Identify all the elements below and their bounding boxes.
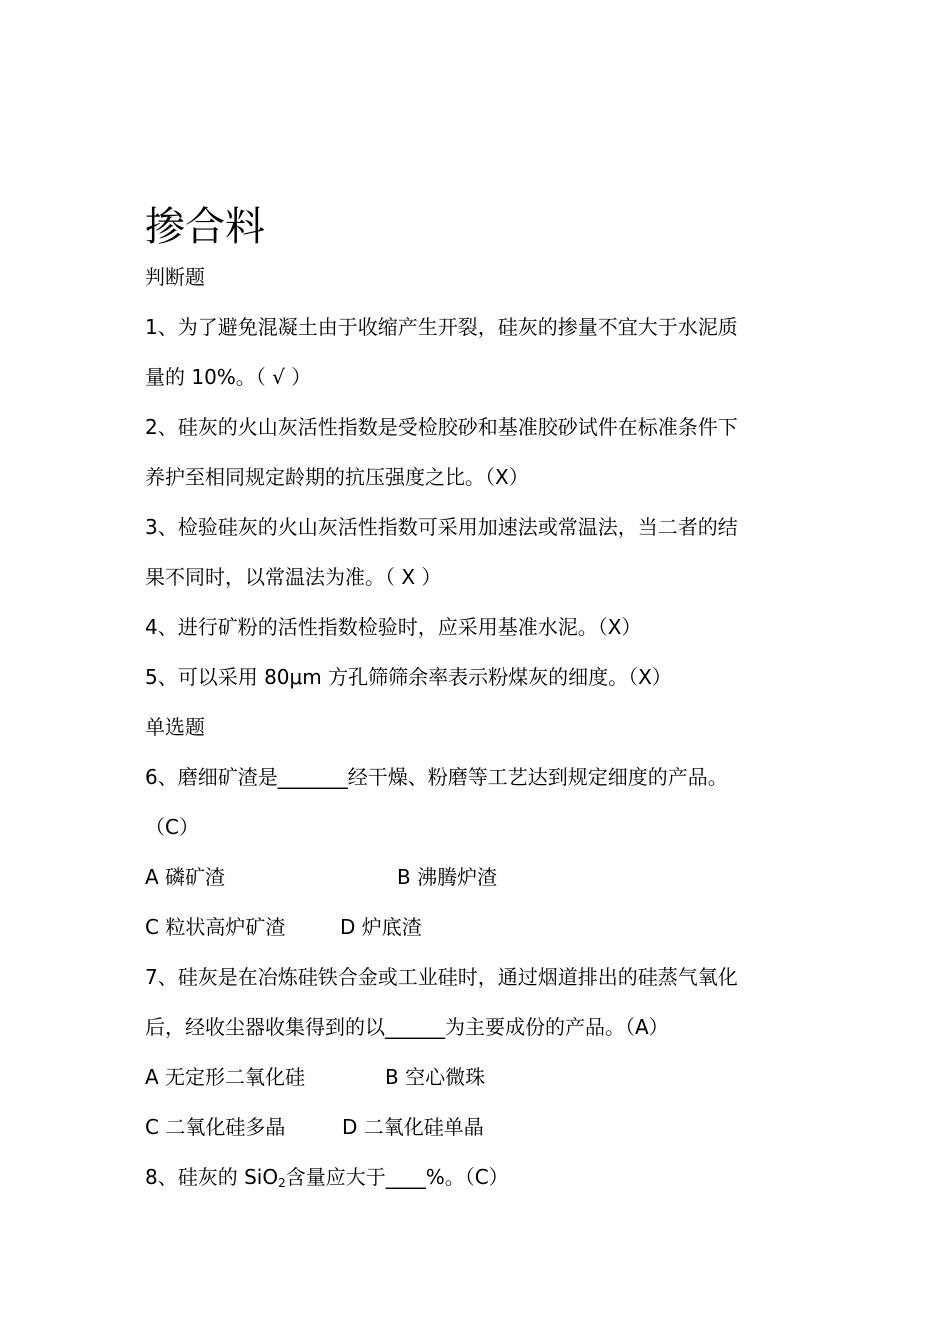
question-8-suffix: 含量应大于____%。（C）	[285, 1165, 509, 1189]
question-1-line-1: 1、为了避免混凝土由于收缩产生开裂，硅灰的掺量不宜大于水泥质	[145, 315, 738, 339]
question-8-subscript: 2	[278, 1176, 286, 1190]
question-8-prefix: 8、硅灰的 SiO	[145, 1165, 279, 1189]
option-d: D 二氧化硅单晶	[342, 1115, 484, 1139]
option-c: C 二氧化硅多晶	[145, 1115, 286, 1139]
section-heading-judge: 判断题	[145, 265, 205, 289]
question-6-line-2: （C）	[145, 815, 199, 839]
question-3-line-1: 3、检验硅灰的火山灰活性指数可采用加速法或常温法，当二者的结	[145, 515, 738, 539]
option-d: D 炉底渣	[340, 915, 422, 939]
question-5: 5、可以采用 80μm 方孔筛筛余率表示粉煤灰的细度。（X）	[145, 665, 672, 689]
question-7-line-2: 后，经收尘器收集得到的以______为主要成份的产品。（A）	[145, 1015, 669, 1039]
option-c: C 粒状高炉矿渣	[145, 915, 286, 939]
question-6-options-cd	[145, 902, 825, 952]
question-6-options-ab	[145, 852, 825, 902]
question-4: 4、进行矿粉的活性指数检验时，应采用基准水泥。（X）	[145, 615, 642, 639]
question-2-line-1: 2、硅灰的火山灰活性指数是受检胶砂和基准胶砂试件在标准条件下	[145, 415, 738, 439]
question-2-line-2: 养护至相同规定龄期的抗压强度之比。（X）	[145, 465, 529, 489]
question-8	[145, 1152, 825, 1202]
question-3-line-2: 果不同时，以常温法为准。（ X ）	[145, 565, 442, 589]
document-content	[145, 196, 825, 1202]
option-b: B 空心微珠	[385, 1065, 486, 1089]
option-a: A 无定形二氧化硅	[145, 1065, 306, 1089]
question-1-line-2: 量的 10%。（ √ ）	[145, 365, 312, 389]
option-a: A 磷矿渣	[145, 865, 226, 889]
question-7-options-ab	[145, 1052, 825, 1102]
question-7-line-1: 7、硅灰是在冶炼硅铁合金或工业硅时，通过烟道排出的硅蒸气氧化	[145, 965, 738, 989]
question-7-options-cd	[145, 1102, 825, 1152]
question-6-line-1: 6、磨细矿渣是_______经干燥、粉磨等工艺达到规定细度的产品。	[145, 765, 728, 789]
document-title: 掺合料	[145, 204, 265, 250]
option-b: B 沸腾炉渣	[397, 865, 498, 889]
section-heading-single: 单选题	[145, 715, 205, 739]
